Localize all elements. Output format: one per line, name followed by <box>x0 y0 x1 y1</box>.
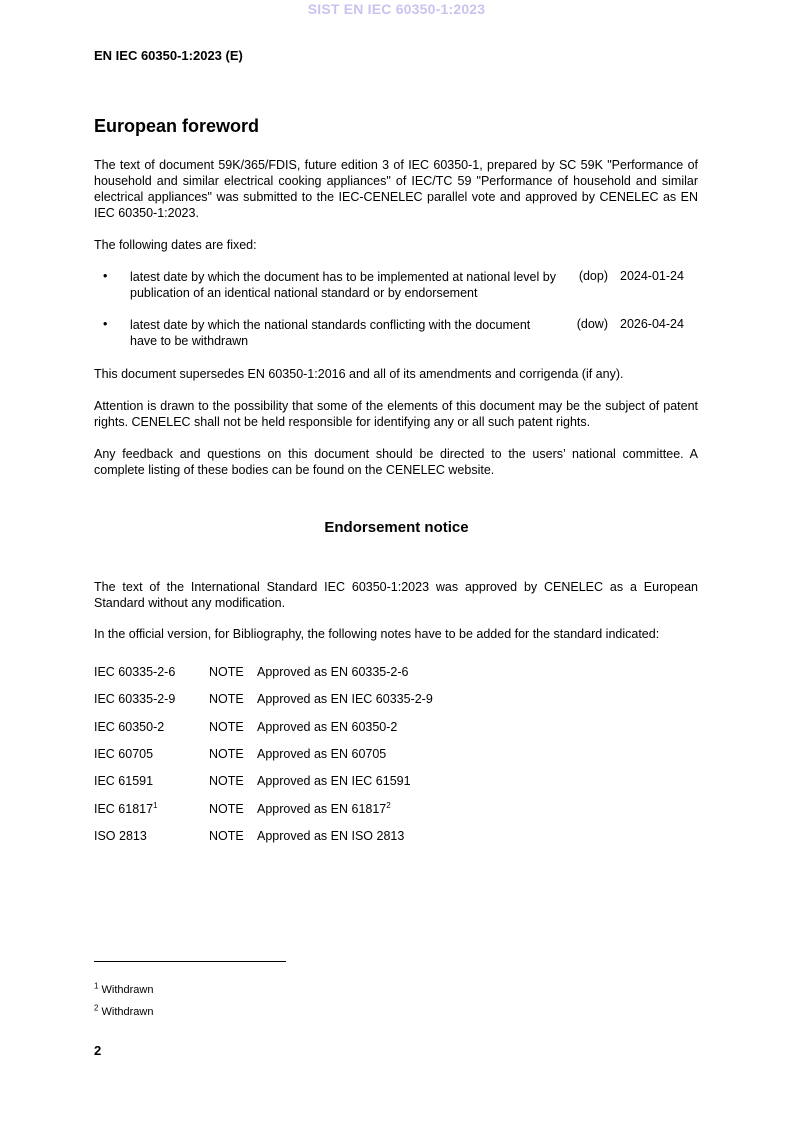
note-standard: IEC 60350-2 <box>94 720 165 734</box>
feedback-paragraph: Any feedback and questions on this document should be directed to the users’ national committee. A complete listing of these bodies can be found on the CENELEC website. <box>94 447 698 477</box>
notes-intro: In the official version, for Bibliography, the following notes have to be added for the standard indicated: <box>94 627 660 641</box>
supersedes-paragraph: This document supersedes EN 60350-1:2016 and all of its amendments and corrigenda (if any). <box>94 367 624 381</box>
note-standard: IEC 61591 <box>94 774 154 788</box>
date-item-date: 2024-01-24 <box>620 269 684 283</box>
note-keyword: NOTE <box>209 829 244 843</box>
footnote-text: Withdrawn <box>101 1006 154 1018</box>
date-item-text: latest date by which the document has to be implemented at national level by publication of an identical national standard or by endorsement <box>130 270 556 300</box>
note-text: Approved as EN IEC 61591 <box>257 774 411 788</box>
note-keyword: NOTE <box>209 665 244 679</box>
note-text: Approved as EN IEC 60335-2-9 <box>257 692 433 706</box>
bullet-icon: • <box>103 317 108 331</box>
note-text: Approved as EN 60335-2-6 <box>257 665 409 679</box>
watermark: SIST EN IEC 60350-1:2023 <box>307 1 486 17</box>
date-item-text: latest date by which the national standards conflicting with the document have to be withdrawn <box>130 318 531 348</box>
note-keyword: NOTE <box>209 747 244 761</box>
note-standard: IEC 60335-2-9 <box>94 692 176 706</box>
endorsement-title: Endorsement notice <box>324 519 469 536</box>
note-text <box>257 800 391 818</box>
dates-intro: The following dates are fixed: <box>94 238 257 252</box>
footnote-text: Withdrawn <box>101 984 154 996</box>
date-item-abbr: (dop) <box>578 269 608 283</box>
note-text: Approved as EN 60350-2 <box>257 720 398 734</box>
page-number: 2 <box>94 1043 102 1058</box>
note-standard-label: IEC 61817 <box>94 802 154 816</box>
note-standard: ISO 2813 <box>94 829 147 843</box>
table-row <box>94 772 698 790</box>
patent-paragraph: Attention is drawn to the possibility that some of the elements of this document may be the subject of patent rights. CENELEC shall not be held responsible for identifying any or all such patent rights. <box>94 399 698 429</box>
table-row <box>94 800 698 818</box>
table-row <box>94 690 698 708</box>
foreword-intro: The text of document 59K/365/FDIS, future edition 3 of IEC 60350-1, prepared by SC 59K "Performance of household and similar electrical cooking appliances" of IEC/TC 59 "Performance of household and similar electrical appliances" was submitted to the IEC-CENELEC parallel vote and approved by CENELEC as EN IEC 60350-1:2023. <box>94 158 698 220</box>
note-keyword: NOTE <box>209 720 244 734</box>
note-keyword: NOTE <box>209 774 244 788</box>
date-item-date: 2026-04-24 <box>620 317 684 331</box>
table-row <box>94 827 698 845</box>
footnote-ref[interactable]: 2 <box>386 800 391 810</box>
table-row <box>94 718 698 736</box>
foreword-title: European foreword <box>94 116 260 136</box>
note-text: Approved as EN 60705 <box>257 747 387 761</box>
footnote <box>94 981 154 996</box>
note-keyword: NOTE <box>209 692 244 706</box>
note-standard: IEC 60705 <box>94 747 154 761</box>
note-text-label: Approved as EN 61817 <box>257 802 387 816</box>
date-item-abbr: (dow) <box>576 317 608 331</box>
note-standard: IEC 60335-2-6 <box>94 665 176 679</box>
footnote-ref[interactable]: 1 <box>153 800 158 810</box>
bullet-icon: • <box>103 269 108 283</box>
note-text: Approved as EN ISO 2813 <box>257 829 405 843</box>
note-keyword: NOTE <box>209 802 244 816</box>
footnote-number: 2 <box>94 1003 99 1013</box>
document-id: EN IEC 60350-1:2023 (E) <box>94 48 243 63</box>
endorsement-text: The text of the International Standard IEC 60350-1:2023 was approved by CENELEC as a European Standard without any modification. <box>94 580 698 610</box>
footnote <box>94 1003 154 1018</box>
footnote-number: 1 <box>94 981 99 991</box>
note-standard <box>94 800 158 818</box>
table-row <box>94 663 698 681</box>
table-row <box>94 745 698 763</box>
footnote-separator <box>94 961 286 962</box>
